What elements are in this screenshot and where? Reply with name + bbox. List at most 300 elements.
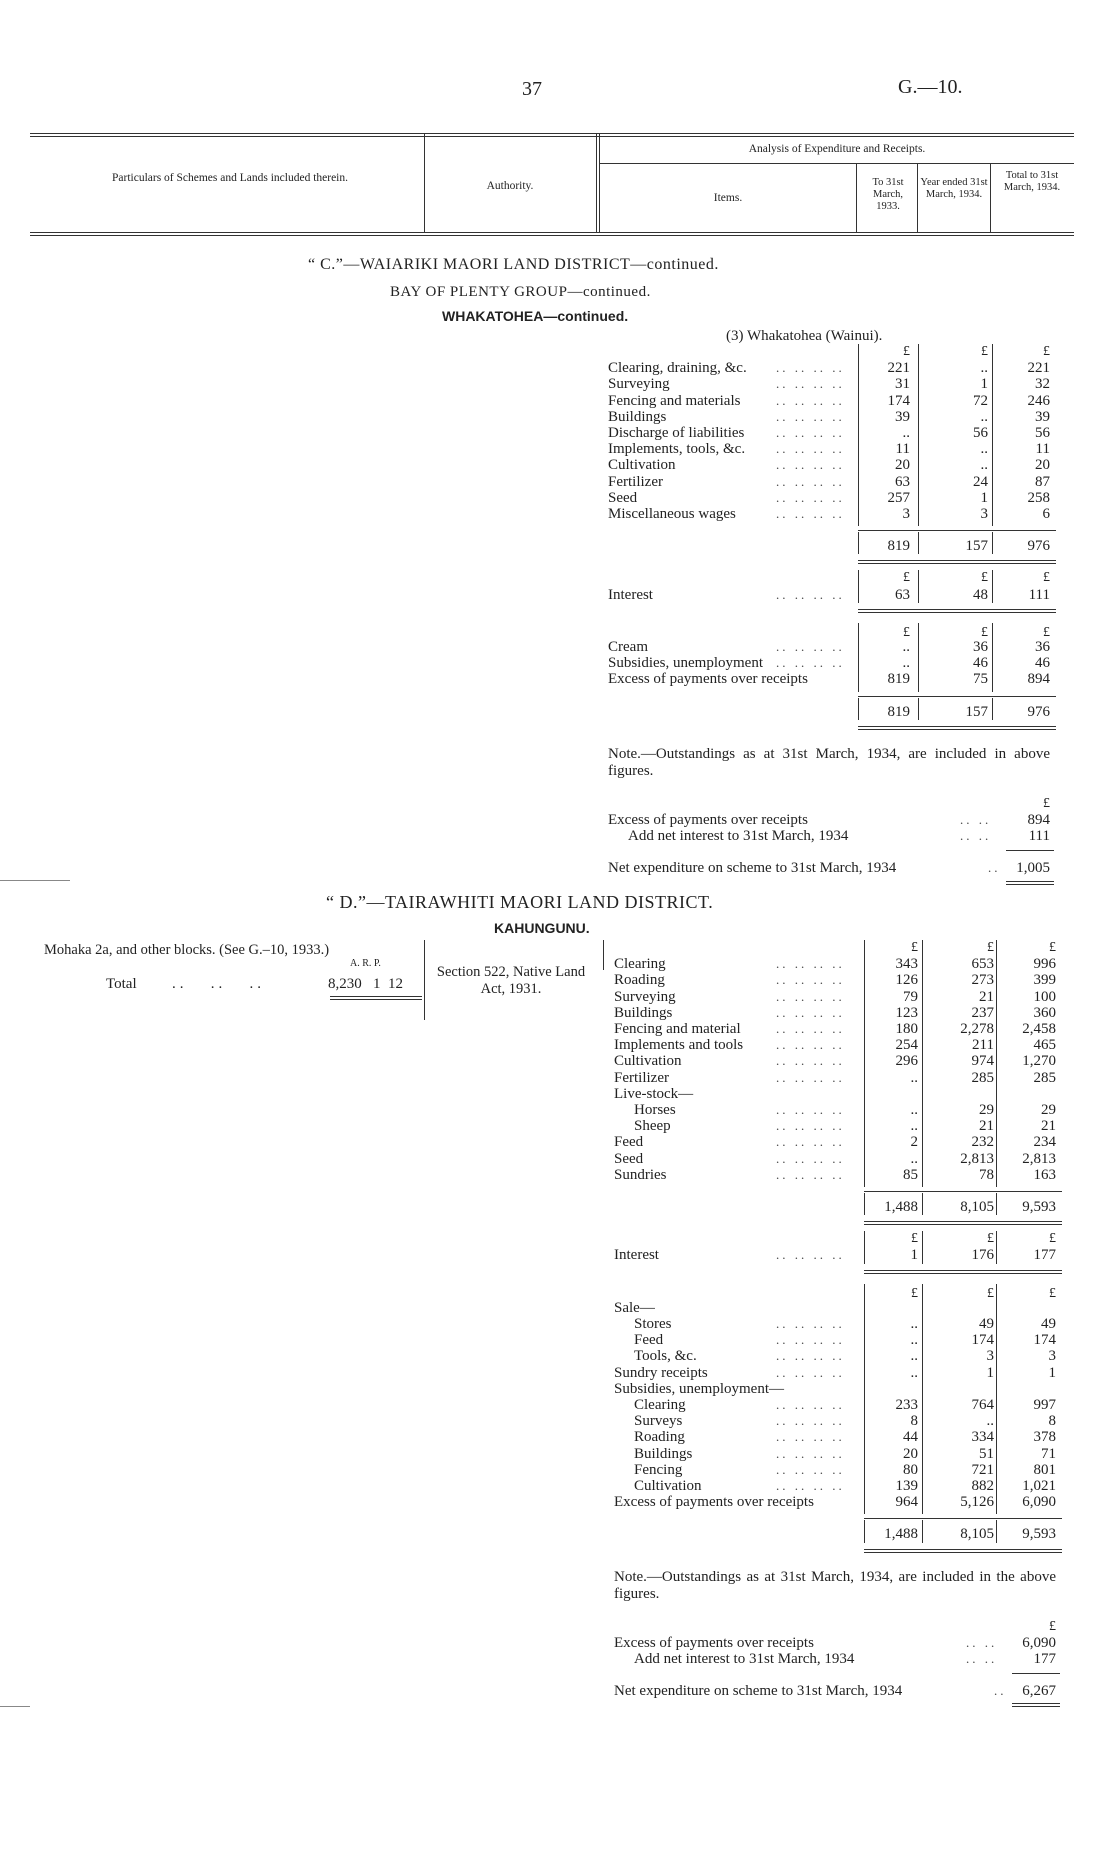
- currency-symbol: £: [911, 940, 918, 955]
- payment-value-c1: 31: [895, 376, 910, 393]
- dot-leader: .. .. .. ..: [776, 1037, 845, 1053]
- summary-rule: [1012, 1673, 1060, 1674]
- note-text: Note.—Outstandings as at 31st March, 1934, are included in above figures.: [608, 745, 1050, 779]
- currency-symbol: £: [981, 344, 988, 359]
- currency-symbol: £: [903, 570, 910, 586]
- area-units-header: A. R. P.: [350, 958, 381, 969]
- receipt-value-c1: ..: [910, 1332, 918, 1349]
- currency-symbol: £: [1043, 344, 1050, 359]
- dot-leader: .. .. .. ..: [776, 639, 845, 654]
- dot-leader: .. .. .. ..: [776, 473, 845, 489]
- payment-value-c1: 39: [895, 408, 910, 425]
- payment-item-label: Implements, tools, &c.: [608, 441, 746, 458]
- payment-value-c1: 63: [895, 473, 910, 490]
- net-expenditure-value: 6,267: [1022, 1683, 1056, 1700]
- column-rule: [864, 1193, 865, 1215]
- dot-leader: .. .. .. ..: [776, 1134, 845, 1150]
- receipt-item-label: Feed: [634, 1332, 664, 1349]
- interest-value-c2: 176: [971, 1247, 994, 1264]
- receipt-value-c1: ..: [902, 639, 910, 655]
- payments-total-c3: 9,593: [1022, 1199, 1056, 1215]
- receipt-value-c3: 1,021: [1022, 1478, 1056, 1494]
- payment-value-c2: 232: [971, 1134, 994, 1151]
- dot-leader: .. .. .. ..: [776, 425, 845, 440]
- receipt-item-label: Subsidies, unemployment—: [614, 1380, 784, 1397]
- column-rule: [922, 940, 923, 1187]
- payment-value-c2: 211: [972, 1037, 994, 1054]
- payment-item-label: Roading: [614, 972, 665, 989]
- column-rule: [858, 570, 859, 602]
- column-rule: [992, 344, 993, 526]
- interest-rule: [864, 1273, 1062, 1274]
- dot-leader: .. .. .. ..: [776, 1461, 845, 1477]
- payment-item-label: Fertilizer: [614, 1069, 669, 1086]
- column-rule: [864, 1284, 865, 1515]
- payment-value-c1: 11: [895, 441, 910, 458]
- total-rule: [858, 563, 1056, 564]
- payment-item-label: Fertilizer: [608, 473, 663, 490]
- summary-item-label: Add net interest to 31st March, 1934: [634, 1651, 855, 1667]
- section-d-district: “ D.”—TAIRAWHITI MAORI LAND DISTRICT.: [326, 892, 714, 912]
- dot-leader: .. .. .. ..: [776, 586, 845, 602]
- receipt-value-c3: 174: [1033, 1332, 1056, 1349]
- header-col2: Year ended 31st March, 1934.: [920, 177, 988, 200]
- payment-item-label: Buildings: [614, 1004, 673, 1021]
- column-rule: [922, 1193, 923, 1215]
- section-c-group: BAY OF PLENTY GROUP—continued.: [390, 284, 651, 300]
- payment-value-c3: 360: [1033, 1004, 1056, 1021]
- currency-symbol: £: [987, 940, 994, 955]
- payment-value-c2: 72: [973, 392, 988, 409]
- payment-item-label: Surveying: [614, 988, 676, 1005]
- payment-item-label: Miscellaneous wages: [608, 506, 736, 522]
- dot-leader: .. .. .. ..: [776, 1102, 845, 1117]
- payment-item-label: Cultivation: [608, 457, 676, 474]
- total-rule: [864, 1224, 1062, 1225]
- total-rule: [858, 726, 1056, 727]
- column-rule: [996, 1520, 997, 1542]
- currency-symbol: £: [1043, 624, 1050, 640]
- receipt-value-c1: 80: [903, 1461, 918, 1478]
- receipt-value-c3: 36: [1035, 639, 1050, 655]
- payment-item-label: Clearing: [614, 956, 666, 973]
- payment-value-c2: ..: [980, 408, 988, 425]
- payment-value-c3: 221: [1027, 360, 1050, 377]
- currency-symbol: £: [903, 624, 910, 640]
- receipt-value-c2: 721: [971, 1461, 994, 1478]
- section-c-scheme-title: (3) Whakatohea (Wainui).: [726, 328, 883, 344]
- dot-leader: .. ..: [966, 1651, 998, 1666]
- section-c-tribe: WHAKATOHEA—continued.: [442, 308, 629, 324]
- payment-value-c3: 100: [1033, 988, 1056, 1005]
- receipt-value-c2: 764: [971, 1397, 994, 1413]
- payment-value-c2: 56: [973, 425, 988, 441]
- receipt-value-c1: ..: [902, 655, 910, 672]
- payment-item-label: Cultivation: [614, 1053, 682, 1070]
- dot-leader: .. .. .. ..: [776, 1069, 845, 1085]
- section-d-tribe: KAHUNGUNU.: [494, 920, 590, 936]
- receipts-total-c2: 157: [965, 703, 988, 720]
- receipt-item-label: Sundry receipts: [614, 1364, 708, 1381]
- column-rule: [864, 1231, 865, 1263]
- receipt-value-c2: 1: [986, 1364, 994, 1381]
- payment-value-c2: 1: [980, 489, 988, 506]
- interest-rule: [858, 609, 1056, 610]
- dot-leader: .. .. .. ..: [776, 489, 845, 505]
- receipt-value-c2: 174: [971, 1332, 994, 1349]
- dot-leader: .. .. .. ..: [776, 1397, 845, 1412]
- column-rule: [996, 1284, 997, 1515]
- column-rule: [996, 1231, 997, 1263]
- subtotal-rule: [864, 1191, 1062, 1192]
- payment-item-label: Fencing and materials: [608, 392, 741, 409]
- receipt-item-label: Excess of payments over receipts: [614, 1494, 814, 1511]
- dot-leader: .. .. .. ..: [776, 506, 845, 521]
- dot-leader: .. .. .. ..: [776, 988, 845, 1004]
- receipt-value-c1: ..: [910, 1316, 918, 1332]
- receipt-value-c2: 51: [979, 1445, 994, 1462]
- currency-symbol: £: [1049, 1231, 1056, 1247]
- authority-text: Section 522, Native Land Act, 1931.: [436, 964, 586, 997]
- payment-value-c3: 285: [1033, 1069, 1056, 1086]
- dot-leader: .. .. .. ..: [776, 408, 845, 424]
- page-reference: G.—10.: [898, 76, 963, 98]
- payment-value-c3: 399: [1033, 972, 1056, 989]
- dot-leader: .. .. .. ..: [776, 1053, 845, 1069]
- column-rule: [992, 623, 993, 692]
- receipts-total-c3: 976: [1027, 703, 1050, 720]
- dot-leader: .. .. .. ..: [776, 655, 845, 671]
- currency-symbol: £: [1049, 1285, 1056, 1301]
- receipt-value-c1: 20: [903, 1445, 918, 1462]
- payment-value-c2: 1: [980, 376, 988, 393]
- dot-leader: ..: [988, 860, 1001, 876]
- currency-symbol: £: [987, 1285, 994, 1301]
- interest-value-c3: 177: [1033, 1247, 1056, 1264]
- page-number: 37: [522, 78, 542, 100]
- payment-value-c2: 974: [971, 1053, 994, 1070]
- total-area: 8,230 1 12: [328, 976, 403, 992]
- payment-item-label: Seed: [608, 489, 638, 506]
- payment-item-label: Implements and tools: [614, 1037, 744, 1054]
- column-rule: [858, 698, 859, 720]
- payment-value-c2: 2,278: [960, 1021, 994, 1037]
- payment-value-c3: 2,458: [1022, 1021, 1056, 1037]
- receipt-item-label: Buildings: [634, 1445, 693, 1462]
- summary-item-label: Excess of payments over receipts: [614, 1634, 814, 1651]
- interest-value-c3: 111: [1028, 586, 1050, 603]
- net-expenditure-label: Net expenditure on scheme to 31st March, 1934: [614, 1683, 903, 1700]
- payment-value-c3: 56: [1035, 425, 1050, 441]
- header-analysis: Analysis of Expenditure and Receipts.: [748, 143, 926, 155]
- receipt-item-label: Tools, &c.: [634, 1348, 697, 1365]
- payment-value-c1: 174: [887, 392, 910, 409]
- interest-value-c1: 1: [910, 1247, 918, 1264]
- payment-item-label: Sheep: [634, 1118, 671, 1135]
- receipt-value-c2: 75: [973, 671, 988, 688]
- summary-rule: [1006, 850, 1054, 851]
- receipt-value-c1: 964: [895, 1494, 918, 1511]
- receipt-value-c2: 46: [973, 655, 988, 672]
- dot-leader: .. .. .. ..: [776, 1445, 845, 1461]
- total-rule: [864, 1221, 1062, 1222]
- receipt-value-c2: 36: [973, 639, 988, 655]
- payment-value-c2: ..: [980, 441, 988, 458]
- payment-value-c3: 2,813: [1022, 1150, 1056, 1167]
- payment-item-label: Discharge of liabilities: [608, 425, 745, 441]
- payment-value-c3: 20: [1035, 457, 1050, 474]
- column-rule: [918, 532, 919, 554]
- note-text: Note.—Outstandings as at 31st March, 1934, are included in the above figures.: [614, 1568, 1056, 1602]
- payment-value-c3: 29: [1041, 1102, 1056, 1118]
- receipts-total-c2: 8,105: [960, 1526, 994, 1543]
- receipt-value-c3: 3: [1048, 1348, 1056, 1365]
- payment-value-c3: 6: [1042, 506, 1050, 522]
- payment-value-c2: 21: [979, 988, 994, 1005]
- currency-symbol: £: [981, 570, 988, 586]
- dot-leader: .. .. .. ..: [776, 392, 845, 408]
- summary-value: 177: [1033, 1651, 1056, 1667]
- dot-leader: .. .. .. ..: [776, 972, 845, 988]
- receipt-value-c3: 801: [1033, 1461, 1056, 1478]
- currency-symbol: £: [911, 1231, 918, 1247]
- header-col1: To 31st March, 1933.: [872, 177, 904, 212]
- dot-leader: .. .. .. ..: [776, 1316, 845, 1331]
- dot-leader: .. .. .. ..: [776, 1478, 845, 1493]
- receipt-item-label: Sale—: [614, 1299, 655, 1316]
- column-rule: [922, 1231, 923, 1263]
- receipt-value-c3: 1: [1048, 1364, 1056, 1381]
- payment-value-c3: 234: [1033, 1134, 1056, 1151]
- receipt-value-c3: 6,090: [1022, 1494, 1056, 1511]
- payment-value-c1: 257: [887, 489, 910, 506]
- payment-value-c3: 996: [1033, 956, 1056, 973]
- summary-value: 6,090: [1022, 1634, 1056, 1651]
- payment-value-c1: 343: [895, 956, 918, 973]
- receipt-value-c1: 819: [887, 671, 910, 688]
- net-rule: [1006, 881, 1054, 882]
- payment-value-c3: 87: [1035, 473, 1050, 490]
- column-rule: [922, 1520, 923, 1542]
- payment-value-c2: ..: [980, 457, 988, 474]
- column-rule: [918, 698, 919, 720]
- dot-leader: .. .. .. ..: [776, 956, 845, 972]
- dot-leader: .. .. .. ..: [776, 360, 845, 376]
- receipt-item-label: Cream: [608, 639, 648, 655]
- receipt-value-c1: 233: [895, 1397, 918, 1413]
- payment-value-c1: 79: [903, 988, 918, 1005]
- receipt-value-c2: ..: [986, 1413, 994, 1430]
- total-leaders: .. .. ..: [172, 976, 265, 992]
- receipt-value-c2: 882: [971, 1478, 994, 1494]
- payments-total-c1: 1,488: [884, 1199, 918, 1215]
- payment-item-label: Sundries: [614, 1166, 667, 1183]
- payment-value-c2: 29: [979, 1102, 994, 1118]
- column-rule: [918, 344, 919, 526]
- receipt-value-c3: 8: [1048, 1413, 1056, 1430]
- receipt-value-c2: 334: [971, 1429, 994, 1446]
- dot-leader: .. .. .. ..: [776, 1364, 845, 1380]
- interest-value-c1: 63: [895, 586, 910, 603]
- currency-symbol: £: [981, 624, 988, 640]
- column-rule: [996, 940, 997, 1187]
- payments-total-c3: 976: [1027, 538, 1050, 555]
- payment-item-label: Seed: [614, 1150, 644, 1167]
- payment-value-c1: 126: [895, 972, 918, 989]
- payment-value-c3: 11: [1035, 441, 1050, 458]
- dot-leader: .. ..: [960, 812, 992, 827]
- subtotal-rule: [858, 696, 1056, 697]
- currency-symbol: £: [1049, 1618, 1056, 1634]
- interest-value-c2: 48: [973, 586, 988, 603]
- total-rule: [864, 1549, 1062, 1550]
- lands-description: Mohaka 2a, and other blocks. (See G.–10, 1933.): [44, 942, 330, 958]
- net-expenditure-label: Net expenditure on scheme to 31st March, 1934: [608, 860, 897, 877]
- column-rule: [858, 532, 859, 554]
- receipt-item-label: Roading: [634, 1429, 685, 1446]
- receipt-value-c1: 8: [910, 1413, 918, 1430]
- payment-value-c3: 246: [1027, 392, 1050, 409]
- receipt-value-c1: ..: [910, 1364, 918, 1381]
- total-rule: [858, 729, 1056, 730]
- net-rule: [1006, 884, 1054, 885]
- payment-value-c2: 21: [979, 1118, 994, 1135]
- summary-value: 894: [1027, 812, 1050, 828]
- payments-total-c2: 8,105: [960, 1199, 994, 1215]
- dot-leader: .. .. .. ..: [776, 1247, 845, 1263]
- payment-value-c2: 2,813: [960, 1150, 994, 1167]
- payment-value-c2: 78: [979, 1166, 994, 1183]
- payment-item-label: Buildings: [608, 408, 667, 425]
- payment-value-c1: 20: [895, 457, 910, 474]
- receipt-item-label: Subsidies, unemployment: [608, 655, 763, 672]
- receipt-item-label: Excess of payments over receipts: [608, 671, 808, 688]
- interest-rule: [864, 1270, 1062, 1271]
- summary-item-label: Add net interest to 31st March, 1934: [628, 828, 849, 845]
- payment-value-c1: 254: [895, 1037, 918, 1054]
- interest-rule: [858, 612, 1056, 613]
- payment-value-c3: 258: [1027, 489, 1050, 506]
- receipt-value-c3: 71: [1041, 1445, 1056, 1462]
- payment-value-c1: 2: [910, 1134, 918, 1151]
- column-rule: [922, 1284, 923, 1515]
- payment-value-c3: 163: [1033, 1166, 1056, 1183]
- payment-value-c2: 3: [980, 506, 988, 522]
- payment-item-label: Clearing, draining, &c.: [608, 360, 747, 377]
- payment-value-c1: ..: [910, 1118, 918, 1135]
- payment-value-c3: 32: [1035, 376, 1050, 393]
- dot-leader: .. .. .. ..: [776, 441, 845, 457]
- receipt-value-c2: 49: [979, 1316, 994, 1332]
- header-particulars: Particulars of Schemes and Lands included therein.: [112, 172, 348, 184]
- payment-value-c1: 3: [902, 506, 910, 522]
- column-rule: [918, 570, 919, 602]
- receipt-item-label: Surveys: [634, 1413, 683, 1430]
- receipt-value-c1: ..: [910, 1348, 918, 1365]
- dot-leader: .. .. .. ..: [776, 1413, 845, 1429]
- payment-value-c2: 237: [971, 1004, 994, 1021]
- currency-symbol: £: [903, 344, 910, 359]
- payments-total-c1: 819: [887, 538, 910, 555]
- payment-item-label: Fencing and material: [614, 1021, 741, 1037]
- dot-leader: .. .. .. ..: [776, 1429, 845, 1445]
- column-rule: [992, 532, 993, 554]
- subtotal-rule: [864, 1518, 1062, 1519]
- column-rule: [992, 698, 993, 720]
- dot-leader: ..: [994, 1683, 1007, 1699]
- dot-leader: .. .. .. ..: [776, 1348, 845, 1364]
- dot-leader: .. .. .. ..: [776, 1021, 845, 1036]
- receipt-value-c1: 139: [895, 1478, 918, 1494]
- receipts-total-c3: 9,593: [1022, 1526, 1056, 1543]
- section-c-district: “ C.”—WAIARIKI MAORI LAND DISTRICT—continued.: [308, 256, 719, 273]
- receipt-value-c2: 3: [986, 1348, 994, 1365]
- payment-value-c3: 1,270: [1022, 1053, 1056, 1070]
- receipt-item-label: Clearing: [634, 1397, 686, 1413]
- payment-value-c2: 273: [971, 972, 994, 989]
- header-authority: Authority.: [486, 180, 534, 192]
- currency-symbol: £: [987, 1231, 994, 1247]
- net-rule: [1012, 1703, 1060, 1704]
- payment-value-c1: ..: [910, 1069, 918, 1086]
- summary-value: 111: [1028, 828, 1050, 845]
- interest-label: Interest: [608, 586, 653, 603]
- net-rule: [1012, 1706, 1060, 1707]
- header-col3: Total to 31st March, 1934.: [1003, 170, 1061, 193]
- dot-leader: .. .. .. ..: [776, 1150, 845, 1166]
- dot-leader: .. ..: [960, 828, 992, 844]
- column-rule: [992, 570, 993, 602]
- payment-value-c2: 653: [971, 956, 994, 973]
- receipts-total-c1: 819: [887, 703, 910, 720]
- payment-value-c3: 465: [1033, 1037, 1056, 1054]
- payments-total-c2: 157: [965, 538, 988, 555]
- summary-item-label: Excess of payments over receipts: [608, 812, 808, 828]
- total-rule: [864, 1552, 1062, 1553]
- payment-value-c2: 285: [971, 1069, 994, 1086]
- interest-label: Interest: [614, 1247, 659, 1264]
- payment-item-label: Surveying: [608, 376, 670, 393]
- receipt-value-c3: 894: [1027, 671, 1050, 688]
- currency-symbol: £: [1043, 795, 1050, 811]
- column-rule: [858, 623, 859, 692]
- payment-item-label: Live-stock—: [614, 1085, 694, 1102]
- dot-leader: .. ..: [966, 1634, 998, 1650]
- subtotal-rule: [858, 530, 1056, 531]
- payment-value-c1: 180: [895, 1021, 918, 1037]
- header-items: Items.: [713, 192, 743, 204]
- receipt-value-c3: 997: [1033, 1397, 1056, 1413]
- payment-value-c2: 24: [973, 473, 988, 490]
- currency-symbol: £: [1049, 940, 1056, 955]
- column-rule: [864, 1520, 865, 1542]
- receipt-value-c1: 44: [903, 1429, 918, 1446]
- payment-value-c1: ..: [902, 425, 910, 441]
- payment-value-c3: 39: [1035, 408, 1050, 425]
- currency-symbol: £: [911, 1285, 918, 1301]
- receipt-value-c3: 46: [1035, 655, 1050, 672]
- receipt-item-label: Cultivation: [634, 1478, 702, 1494]
- dot-leader: .. .. .. ..: [776, 1004, 845, 1020]
- total-label: Total: [106, 976, 137, 992]
- payment-value-c2: ..: [980, 360, 988, 377]
- column-rule: [996, 1193, 997, 1215]
- receipt-value-c2: 5,126: [960, 1494, 994, 1511]
- payment-value-c1: 85: [903, 1166, 918, 1183]
- column-rule: [858, 344, 859, 526]
- payment-value-c3: 21: [1041, 1118, 1056, 1135]
- receipts-total-c1: 1,488: [884, 1526, 918, 1543]
